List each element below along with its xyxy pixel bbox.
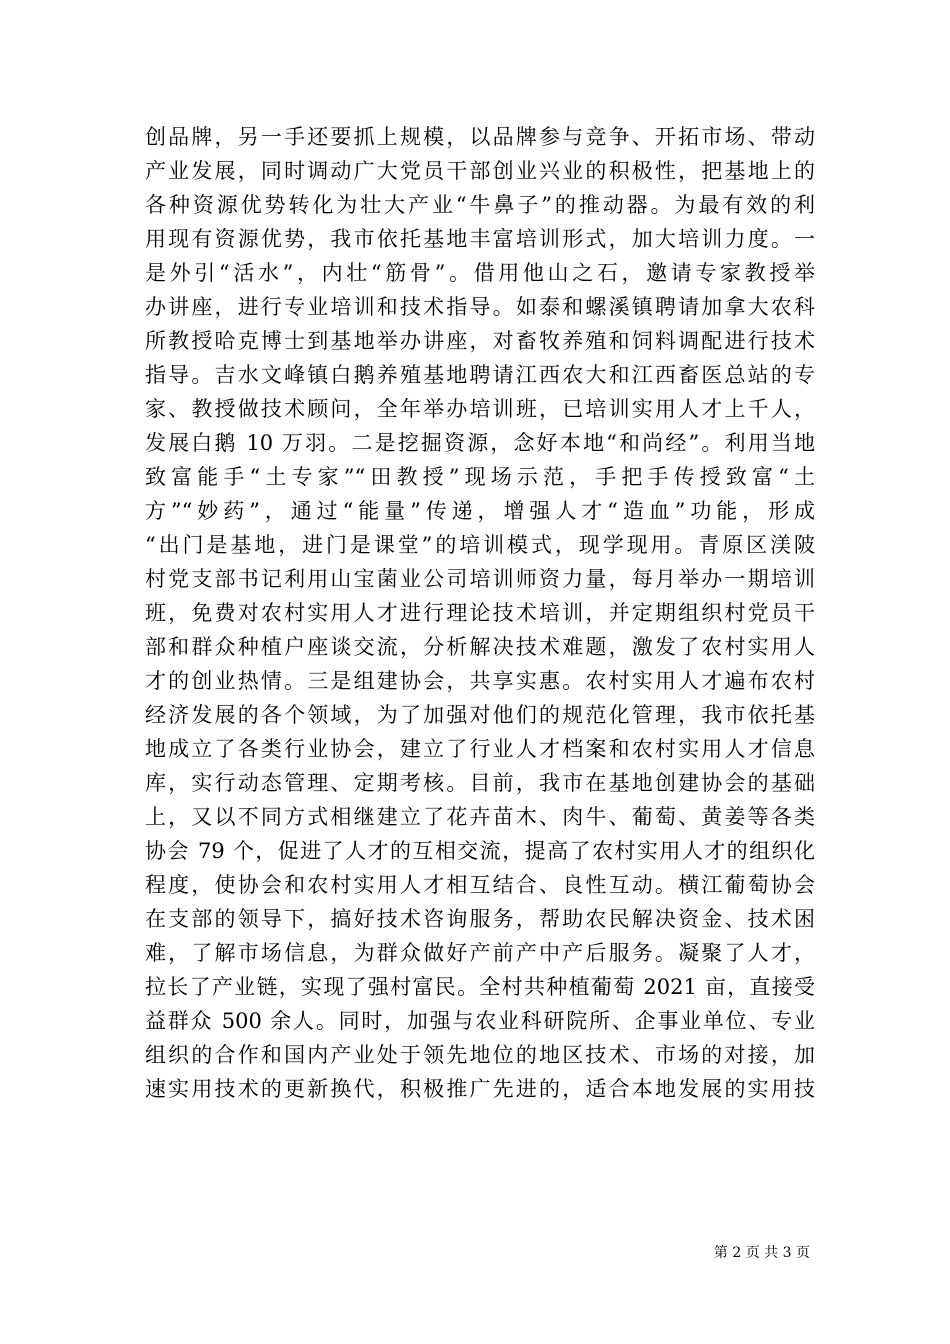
- text-line: 产业发展，同时调动广大党员干部创业兴业的积极性，把基地上的: [145, 159, 815, 183]
- text-line: 班，免费对农村实用人才进行理论技术培训，并定期组织村党员干: [145, 601, 815, 625]
- text-line: 协会 79 个，促进了人才的互相交流，提高了农村实用人才的组织化: [145, 839, 815, 863]
- text-line: 发展白鹅 10 万羽。二是挖掘资源，念好本地“和尚经”。利用当地: [145, 431, 815, 455]
- body-text: [145, 120, 815, 1106]
- text-line: 才的创业热情。三是组建协会，共享实惠。农村实用人才遍布农村: [145, 669, 815, 693]
- text-line: 程度，使协会和农村实用人才相互结合、良性互动。横江葡萄协会: [145, 873, 815, 897]
- text-line: 办讲座，进行专业培训和技术指导。如泰和螺溪镇聘请加拿大农科: [145, 295, 815, 319]
- text-line: 益群众 500 余人。同时，加强与农业科研院所、企事业单位、专业: [145, 1009, 815, 1033]
- text-line: 库，实行动态管理、定期考核。目前，我市在基地创建协会的基础: [145, 771, 815, 795]
- text-line: 用现有资源优势，我市依托基地丰富培训形式，加大培训力度。一: [145, 227, 815, 251]
- text-line: 地成立了各类行业协会，建立了行业人才档案和农村实用人才信息: [145, 737, 815, 761]
- text-line: 拉长了产业链，实现了强村富民。全村共种植葡萄 2021 亩，直接受: [145, 975, 815, 999]
- text-line: 指导。吉水文峰镇白鹅养殖基地聘请江西农大和江西畜医总站的专: [145, 363, 815, 387]
- page-number: 第 2 页 共 3 页: [713, 1245, 810, 1261]
- text-line: 上，又以不同方式相继建立了花卉苗木、肉牛、葡萄、黄姜等各类: [145, 805, 815, 829]
- text-line: 组织的合作和国内产业处于领先地位的地区技术、市场的对接，加: [145, 1043, 815, 1067]
- text-line: 速实用技术的更新换代，积极推广先进的，适合本地发展的实用技: [145, 1077, 815, 1101]
- text-line: “出门是基地，进门是课堂”的培训模式，现学现用。青原区渼陂: [145, 533, 815, 557]
- text-line: 在支部的领导下，搞好技术咨询服务，帮助农民解决资金、技术困: [145, 907, 815, 931]
- text-line: 难，了解市场信息，为群众做好产前产中产后服务。凝聚了人才，: [145, 941, 815, 965]
- text-line: 创品牌，另一手还要抓上规模，以品牌参与竞争、开拓市场、带动: [145, 125, 815, 149]
- text-line: 部和群众种植户座谈交流，分析解决技术难题，激发了农村实用人: [145, 635, 815, 659]
- text-line: 是外引“活水”，内壮“筋骨”。借用他山之石，邀请专家教授举: [145, 261, 815, 285]
- text-line: 经济发展的各个领域，为了加强对他们的规范化管理，我市依托基: [145, 703, 815, 727]
- text-line: 各种资源优势转化为壮大产业“牛鼻子”的推动器。为最有效的利: [145, 193, 815, 217]
- text-line: 致富能手“土专家”“田教授”现场示范，手把手传授致富“土: [145, 465, 815, 489]
- text-line: 村党支部书记利用山宝菌业公司培训师资力量，每月举办一期培训: [145, 567, 815, 591]
- text-line: 方”“妙药”，通过“能量”传递，增强人才“造血”功能，形成: [145, 499, 815, 523]
- text-line: 所教授哈克博士到基地举办讲座，对畜牧养殖和饲料调配进行技术: [145, 329, 815, 353]
- text-line: 家、教授做技术顾问，全年举办培训班，已培训实用人才上千人，: [145, 397, 815, 421]
